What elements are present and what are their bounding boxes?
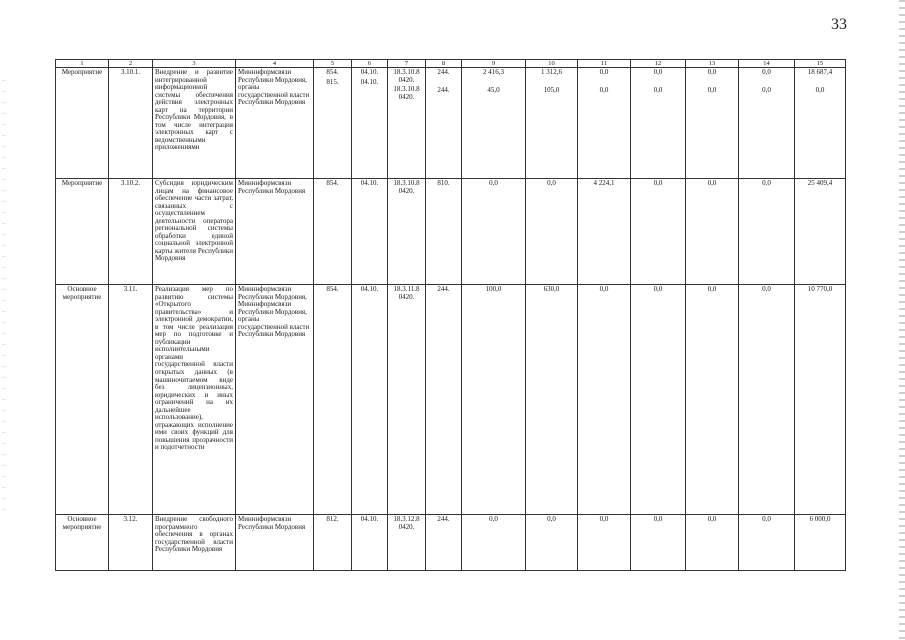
col-header: 5 [314,60,352,68]
amount: 0,0 [653,85,663,94]
table-row [56,68,846,179]
row-code: 3.12. [109,515,153,571]
row-v12 [631,68,686,179]
row-grbs: 854. [314,179,352,285]
vr-value: 244. [437,85,450,94]
row-v15 [795,68,846,179]
amount: 0,0 [462,515,526,571]
amount: 0,0 [462,179,526,285]
amount: 0,0 [815,85,825,94]
col-header: 14 [739,60,795,68]
amount: 0,0 [739,515,795,571]
amount: 0,0 [739,285,795,515]
row-executor: Минннформсвязи Республики Мордовия [236,179,314,285]
row-executor: Минннформсвязи Республики Мордовия, органы государственной власти Республики Мордовия [236,68,314,179]
col-header: 3 [153,60,236,68]
amount: 25 409,4 [795,179,846,285]
row-code: 3.10.1. [109,68,153,179]
row-v11 [578,68,631,179]
amount: 0,0 [631,179,686,285]
amount: 0,0 [631,285,686,515]
row-csr: 18.3.10.8 0420. [388,179,426,285]
row-v9 [462,68,526,179]
grbs-value: 854. [326,68,339,76]
row-type: Основное мероприятие [56,515,109,571]
amount: 630,0 [526,285,578,515]
row-code: 3.11. [109,285,153,515]
amount: 0,0 [762,68,771,76]
amount: 0,0 [599,85,609,94]
row-rzpr: 04.10. [352,285,388,515]
row-csr [388,68,426,179]
amount: 0,0 [599,68,609,76]
row-rzpr: 04.10. [352,179,388,285]
table-row [56,285,846,515]
amount: 18 687,4 [807,68,833,76]
amount: 0,0 [578,515,631,571]
col-header: 10 [526,60,578,68]
amount: 0,0 [653,68,663,76]
row-code: 3.10.2. [109,179,153,285]
page-number: 33 [831,16,847,33]
rzpr-value: 04.10. [360,68,379,76]
row-rzpr: 04.10. [352,515,388,571]
amount: 45,0 [487,85,500,94]
table-row [56,179,846,285]
amount: 0,0 [526,179,578,285]
csr-value: 18.3.10.8 0420. [393,68,420,84]
row-type: Основное мероприятие [56,285,109,515]
col-header: 7 [388,60,426,68]
col-header: 8 [426,60,462,68]
column-number-row [56,60,846,68]
amount: 1 312,6 [541,68,562,76]
col-header: 2 [109,60,153,68]
row-v10 [526,68,578,179]
col-header: 9 [462,60,526,68]
row-grbs: 812. [314,515,352,571]
amount: 0,0 [707,68,717,76]
amount: 0,0 [578,285,631,515]
amount: 4 224,1 [578,179,631,285]
row-type: Мероприятие [56,68,109,179]
row-v14 [739,68,795,179]
col-header: 1 [56,60,109,68]
row-csr: 18.3.11.8 0420. [388,285,426,515]
amount: 0,0 [686,515,739,571]
row-executor: Минннформсвязи Республики Мордовия, Минннформсвязи Республики Мордовия, органы государственной власти Республики Мордовия [236,285,314,515]
row-rzpr [352,68,388,179]
table-row [56,515,846,571]
col-header: 12 [631,60,686,68]
grbs-value: 815. [326,77,339,86]
row-name: Реализация мер по развитию системы «Открытого правительства» и электронной демократии, в том числе реализация мер по подготовке и публикации исполнительными органами государственной власти открытых данных (в машиночитаемом виде без лицензионных, юридических и иных ограничений на их дальнейшее использование), отражающих исполнение ими своих функций для повышения прозрачности и подотчетности [153,285,236,515]
row-name: Внедрение свободного программного обеспечения в органах государственной власти Республики Мордовия [153,515,236,571]
amount: 0,0 [526,515,578,571]
amount: 2 416,3 [483,68,504,76]
budget-table [55,59,846,571]
row-vr: 244. [426,285,462,515]
row-grbs: 854. [314,285,352,515]
col-header: 6 [352,60,388,68]
amount: 6 000,0 [795,515,846,571]
row-v13 [686,68,739,179]
amount: 0,0 [739,179,795,285]
amount: 0,0 [686,285,739,515]
row-type: Мероприятие [56,179,109,285]
row-vr: 244. [426,515,462,571]
col-header: 15 [795,60,846,68]
row-vr [426,68,462,179]
col-header: 4 [236,60,314,68]
amount: 0,0 [762,85,771,94]
vr-value: 244. [437,68,450,76]
amount: 105,0 [543,85,560,94]
scan-edge-right [899,0,905,640]
amount: 0,0 [707,85,717,94]
amount: 10 770,0 [795,285,846,515]
col-header: 13 [686,60,739,68]
col-header: 11 [578,60,631,68]
amount: 0,0 [686,179,739,285]
row-grbs [314,68,352,179]
row-csr: 18.3.12.8 0420. [388,515,426,571]
amount: 0,0 [631,515,686,571]
scan-edge-left [2,80,5,510]
row-vr: 810. [426,179,462,285]
rzpr-value: 04.10. [360,77,379,86]
amount: 100,0 [462,285,526,515]
csr-value: 18.3.10.8 0420. [393,85,420,101]
row-name: Субсидия юридическим лицам на финансовое обеспечение части затрат, связанных с осуществлением деятельности оператора региональной системы обработки единой социальной электронной карты жителя Республики Мордовия [153,179,236,285]
row-name: Внедрение и развитие интегрированной информационной системы обеспечения действия электронных карт на территории Республики Мордовия, в том числе интеграция электронных карт с ведомственными приложениями [153,68,236,179]
row-executor: Минннформсвязи Республики Мордовия [236,515,314,571]
